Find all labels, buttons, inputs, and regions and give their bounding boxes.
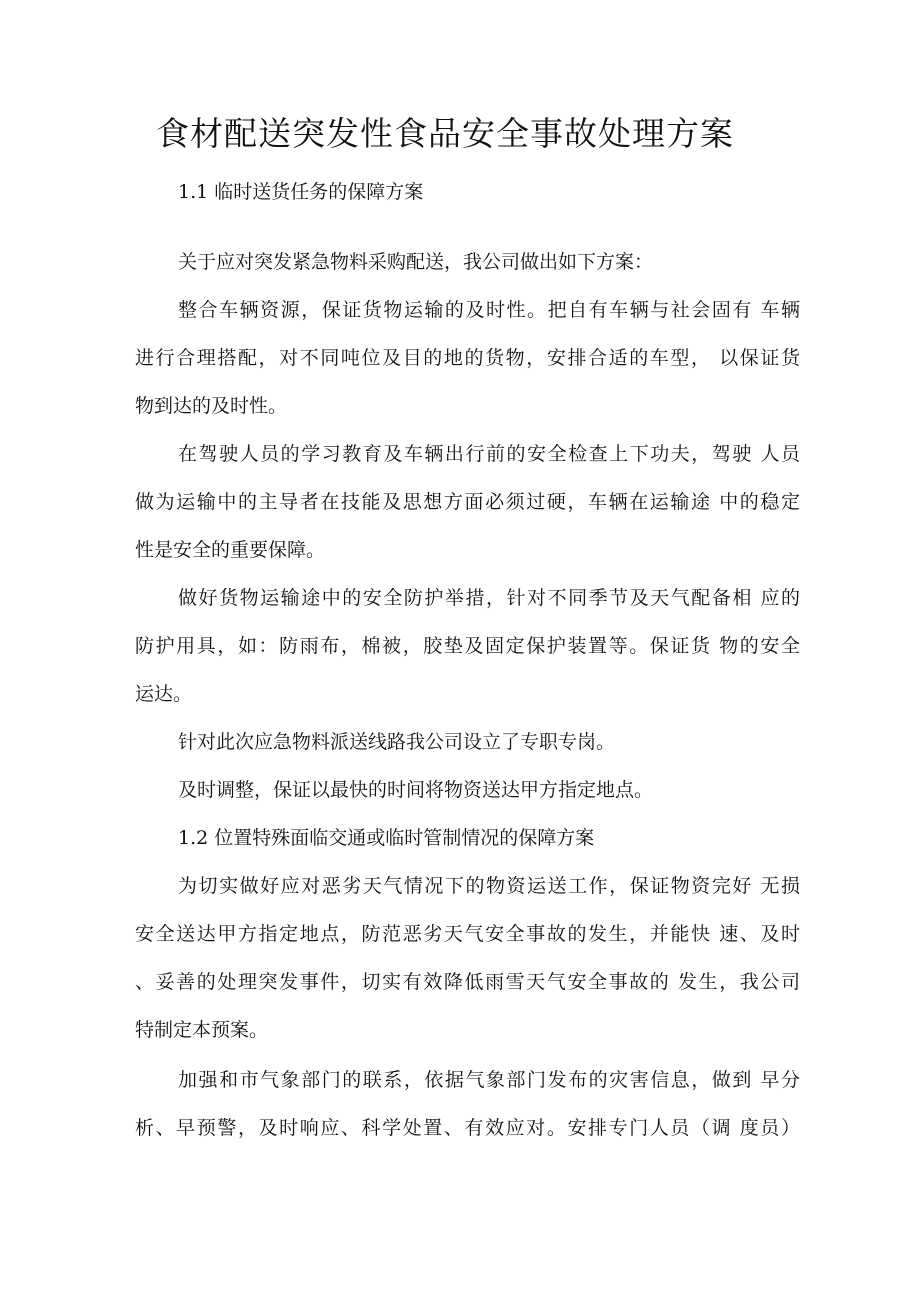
paragraph-line: 关于应对突发紧急物料采购配送，我公司做出如下方案： xyxy=(178,251,654,273)
paragraph-line: 为切实做好应对恶劣天气情况下的物资运送工作，保证物资完好 无损 xyxy=(178,875,800,897)
paragraph-line: 做为运输中的主导者在技能及思想方面必须过硬，车辆在运输途 中的稳定 xyxy=(135,491,800,513)
paragraph-line: 加强和市气象部门的联系，依据气象部门发布的灾害信息，做到 早分 xyxy=(178,1069,800,1091)
paragraph-line: 在驾驶人员的学习教育及车辆出行前的安全检查上下功夫，驾驶 人员 xyxy=(178,443,800,465)
paragraph-line: 性是安全的重要保障。 xyxy=(135,539,326,561)
paragraph-line: 整合车辆资源，保证货物运输的及时性。把自有车辆与社会固有 车辆 xyxy=(178,299,800,321)
paragraph-line: 防护用具，如：防雨布，棉被，胶垫及固定保护装置等。保证货 物的安全 xyxy=(135,635,800,657)
paragraph-line: 运达。 xyxy=(135,683,193,705)
section-heading-1-1: 1.1 临时送货任务的保障方案 xyxy=(178,181,424,203)
paragraph-line: 进行合理搭配，对不同吨位及目的地的货物，安排合适的车型， 以保证货 xyxy=(135,347,800,369)
section-heading-1-2: 1.2 位置特殊面临交通或临时管制情况的保障方案 xyxy=(178,827,595,849)
paragraph-line: 特制定本预案。 xyxy=(135,1019,269,1041)
paragraph-line: 物到达的及时性。 xyxy=(135,395,288,417)
paragraph-line: 、妥善的处理突发事件，切实有效降低雨雪天气安全事故的 发生，我公司 xyxy=(135,971,800,993)
paragraph-line: 及时调整，保证以最快的时间将物资送达甲方指定地点。 xyxy=(178,779,654,801)
paragraph-line: 安全送达甲方指定地点，防范恶劣天气安全事故的发生，并能快 速、及时 xyxy=(135,923,800,945)
paragraph-line: 针对此次应急物料派送线路我公司设立了专职专岗。 xyxy=(178,731,616,753)
paragraph-line: 做好货物运输途中的安全防护举措，针对不同季节及天气配备相 应的 xyxy=(178,587,800,609)
document-title: 食材配送突发性食品安全事故处理方案 xyxy=(156,114,734,153)
paragraph-line: 析、早预警，及时响应、科学处置、有效应对。安排专门人员（调 度员） xyxy=(135,1117,800,1139)
